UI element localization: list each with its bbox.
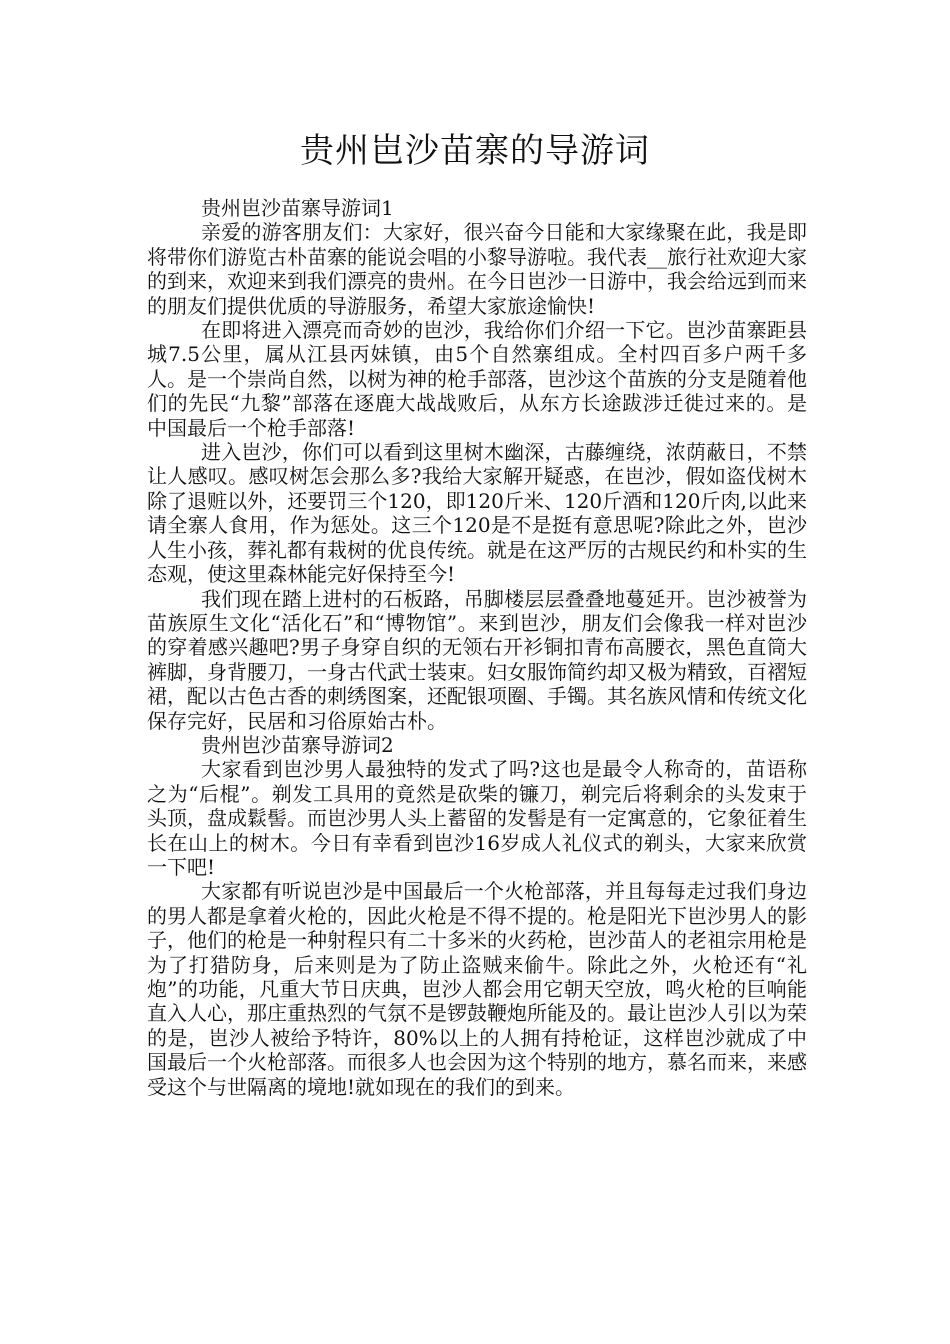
paragraph-firearms: 大家都有听说岜沙是中国最后一个火枪部落，并且每每走过我们身边的男人都是拿着火枪的，因此火枪是不得不提的。枪是阳光下岜沙男人的影子，他们的枪是一种射程只有二十多米的火药枪，岜沙苗人的老祖宗用枪是为了打猎防身，后来则是为了防止盗贼来偷牛。除此之外，火枪还有“礼炮”的功能，凡重大节日庆典，岜沙人都会用它朝天空放，鸣火枪的巨响能直入人心，那庄重热烈的气氛不是锣鼓鞭炮所能及的。最让岜沙人引以为荣的是，岜沙人被给予特许，80%以上的人拥有持枪证，这样岜沙就成了中国最后一个火枪部落。而很多人也会因为这个特别的地方，慕名而来，来感受这个与世隔离的境地!就如现在的我们的到来。 bbox=[147, 879, 807, 1099]
section-heading-2: 贵州岜沙苗寨导游词2 bbox=[201, 732, 394, 757]
paragraph-introduction: 在即将进入漂亮而奇妙的岜沙，我给你们介绍一下它。岜沙苗寨距县城7.5公里，属从江县丙妹镇，由5个自然寨组成。全村四百多户两千多人。是一个崇尚自然，以树为神的枪手部落，岜沙这个苗族的分支是随着他们的先民“九黎”部落在逐鹿大战战败后，从东方长途跋涉迁徙过来的。是中国最后一个枪手部落! bbox=[147, 318, 807, 440]
paragraph-hairstyle: 大家看到岜沙男人最独特的发式了吗?这也是最令人称奇的，苗语称之为“后棍”。剃发工具用的竟然是砍柴的镰刀，剃完后将剩余的头发束于头顶，盘成鬏髻。而岜沙男人头上蓄留的发髻是有一定寓意的，它象征着生长在山上的树木。今日有幸看到岜沙16岁成人礼仪式的剃头，大家来欣赏一下吧! bbox=[147, 757, 807, 879]
document-body bbox=[147, 196, 807, 1099]
paragraph-trees: 进入岜沙，你们可以看到这里树木幽深，古藤缠绕，浓荫蔽日，不禁让人感叹。感叹树怎会那么多?我给大家解开疑惑，在岜沙，假如盗伐树木除了退赃以外，还要罚三个120，即120斤米、120斤酒和120斤肉,以此来请全寨人食用，作为惩处。这三个120是不是挺有意思呢?除此之外，岜沙人生小孩，葬礼都有栽树的优良传统。就是在这严厉的古规民约和朴实的生态观，使这里森林能完好保持至今! bbox=[147, 440, 807, 587]
section-heading-1: 贵州岜沙苗寨导游词1 bbox=[201, 196, 394, 220]
document-title: 贵州岜沙苗寨的导游词 bbox=[300, 131, 650, 171]
paragraph-greeting: 亲爱的游客朋友们：大家好，很兴奋今日能和大家缘聚在此，我是即将带你们游览古朴苗寨的能说会唱的小黎导游啦。我代表__旅行社欢迎大家的到来，欢迎来到我们漂亮的贵州。在今日岜沙一日游中，我会给远到而来的朋友们提供优质的导游服务，希望大家旅途愉快! bbox=[147, 220, 807, 318]
paragraph-clothing: 我们现在踏上进村的石板路，吊脚楼层层叠叠地蔓延开。岜沙被誉为苗族原生文化“活化石”和“博物馆”。来到岜沙，朋友们会像我一样对岜沙的穿着感兴趣吧?男子身穿自织的无领右开衫铜扣青布高腰衣，黑色直筒大裤脚，身背腰刀，一身古代武士装束。妇女服饰简约却又极为精致，百褶短裙，配以古色古香的刺绣图案，还配银项圈、手镯。其名族风情和传统文化保存完好，民居和习俗原始古朴。 bbox=[147, 586, 807, 733]
